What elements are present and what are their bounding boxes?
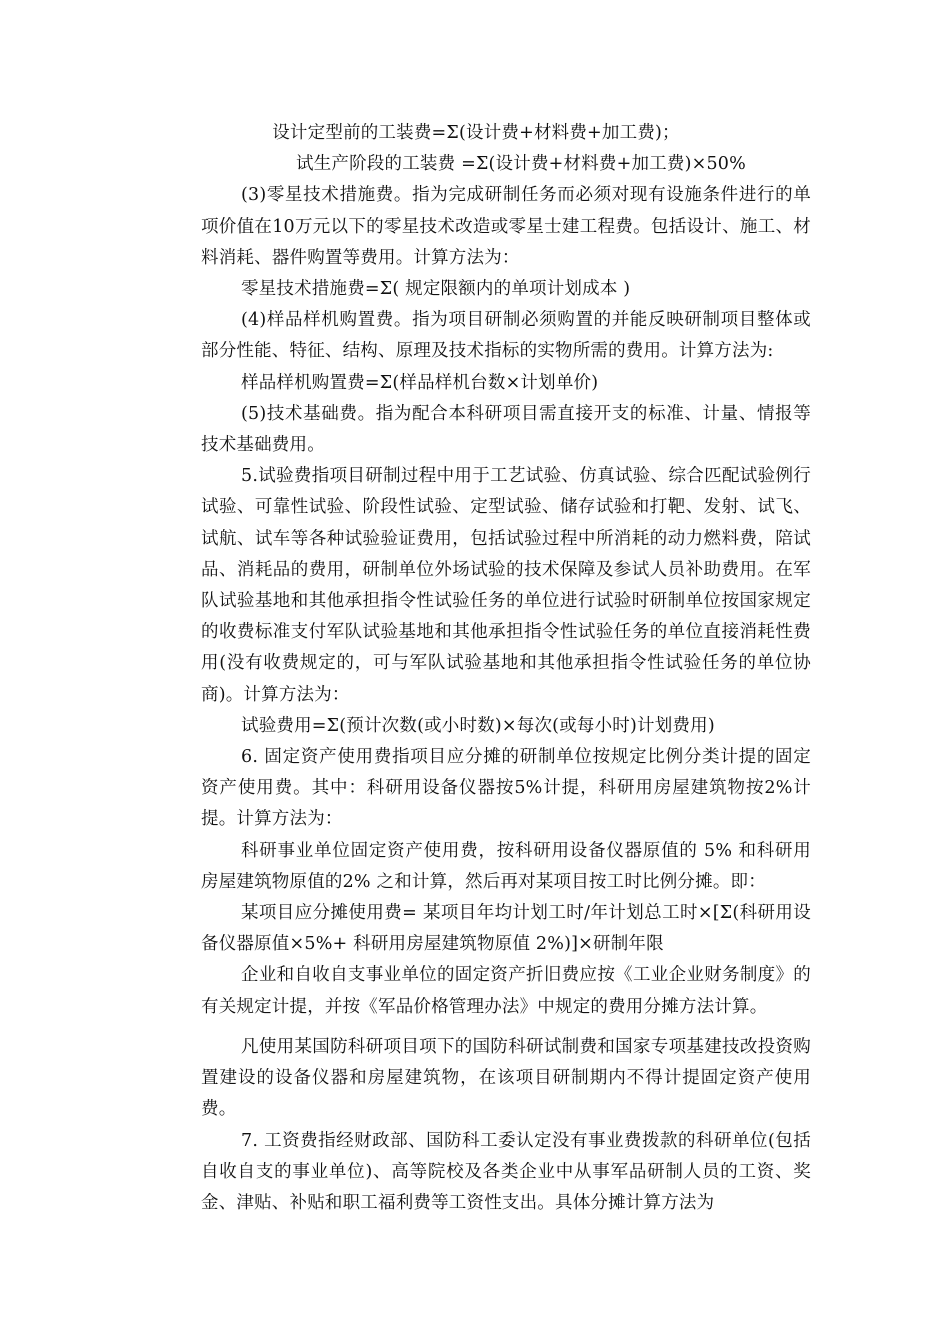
paragraph-special-funds: 凡使用某国防科研项目项下的国防科研试制费和国家专项基建技改投资购置建设的设备仪器和房屋建筑物，在该项目研制期内不得计提固定资产使用费。 [201, 1036, 811, 1120]
paragraph-salary-cost: 7. 工资费指经财政部、国防科工委认定没有事业费拨款的科研单位(包括自收自支的事业单位)、高等院校及各类企业中从事军品研制人员的工资、奖金、津贴、补贴和职工福利费等工资性支出。具体分摊计算方法为 [201, 1130, 811, 1213]
paragraph-fixed-assets-research: 科研事业单位固定资产使用费，按科研用设备仪器原值的 5% 和科研用房屋建筑物原值的2% 之和计算，然后再对某项目按工时比例分摊。即： [201, 840, 811, 892]
formula-tooling-trial-production: 试生产阶段的工装费 =Σ(设计费+材料费+加工费)×50% [296, 154, 746, 175]
document-body [201, 118, 811, 1219]
paragraph-sample-purchase: (4)样品样机购置费。指为项目研制必须购置的并能反映研制项目整体或部分性能、特征、结构、原理及技术指标的实物所需的费用。计算方法为: [201, 310, 811, 362]
formula-fixed-assets-share: 某项目应分摊使用费= 某项目年均计划工时/年计划总工时×[Σ(科研用设备仪器原值×5%+ 科研用房屋建筑物原值 2%)]×研制年限 [201, 903, 811, 955]
formula-tooling-before-design: 设计定型前的工装费=Σ(设计费+材料费+加工费)； [272, 123, 680, 143]
formula-test-cost: 试验费用=Σ(预计次数(或小时数)×每次(或每小时)计划费用) [241, 715, 715, 736]
formula-sample-purchase: 样品样机购置费=Σ(样品样机台数×计划单价) [241, 372, 599, 393]
paragraph-enterprise-depreciation: 企业和自收自支事业单位的固定资产折旧费应按《工业企业财务制度》的有关规定计提，并按《军品价格管理办法》中规定的费用分摊方法计算。 [201, 965, 811, 1017]
paragraph-fixed-assets: 6. 固定资产使用费指项目应分摊的研制单位按规定比例分类计提的固定资产使用费。其中：科研用设备仪器按5%计提，科研用房屋建筑物按2%计提。计算方法为： [201, 747, 811, 830]
paragraph-minor-tech-measures: (3)零星技术措施费。指为完成研制任务而必须对现有设施条件进行的单项价值在10万元以下的零星技术改造或零星士建工程费。包括设计、施工、材料消耗、器件购置等费用。计算方法为： [201, 185, 811, 268]
paragraph-test-cost: 5.试验费指项目研制过程中用于工艺试验、仿真试验、综合匹配试验例行试验、可靠性试验、阶段性试验、定型试验、储存试验和打靶、发射、试飞、试航、试车等各种试验验证费用，包括试验过程中所消耗的动力燃料费，陪试品、消耗品的费用，研制单位外场试验的技术保障及参试人员补助费用。在军队试验基地和其他承担指令性试验任务的单位进行试验时研制单位按国家规定的收费标准支付军队试验基地和其他承担指令性试验任务的单位直接消耗性费用(没有收费规定的，可与军队试验基地和其他承担指令性试验任务的单位协商)。计算方法为： [201, 466, 811, 705]
formula-minor-tech-measures: 零星技术措施费=Σ( 规定限额内的单项计划成本 ) [241, 279, 631, 300]
paragraph-tech-basis: (5)技术基础费。指为配合本科研项目需直接开支的标准、计量、情报等技术基础费用。 [201, 403, 811, 456]
